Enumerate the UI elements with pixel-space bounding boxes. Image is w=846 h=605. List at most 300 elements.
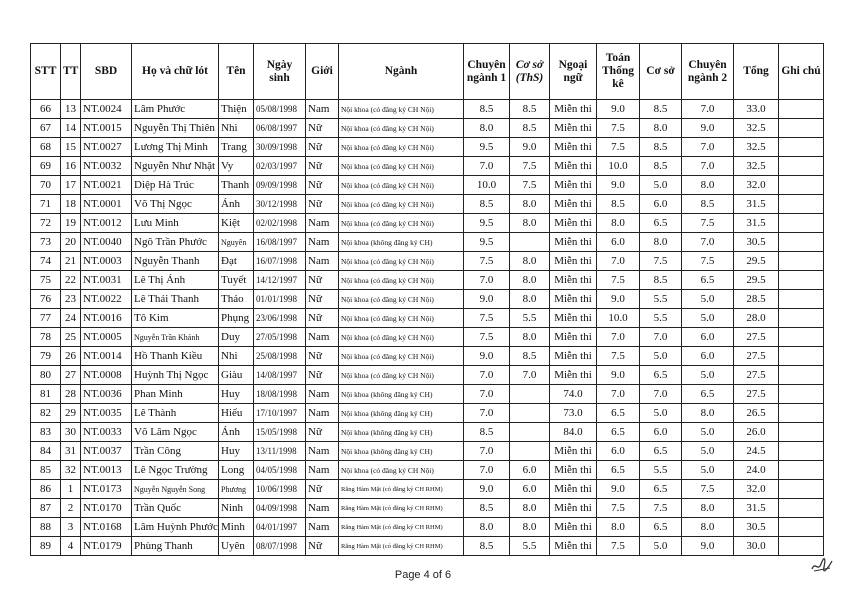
cell-tt: 30 — [61, 423, 81, 442]
cell-given-name: Tuyết — [219, 271, 254, 290]
cell-statistics: 7.5 — [597, 499, 640, 518]
cell-dob: 14/12/1997 — [254, 271, 306, 290]
cell-major: Nội khoa (có đăng ký CH Nội) — [339, 328, 464, 347]
table-row — [31, 347, 824, 366]
cell-base-ths: 8.5 — [510, 100, 550, 119]
cell-base: 6.5 — [640, 518, 682, 537]
cell-name: Trần Quốc — [132, 499, 219, 518]
cell-specialty-1: 7.0 — [464, 157, 510, 176]
cell-name: Nguyễn Trần Khánh — [132, 328, 219, 347]
cell-specialty-1: 9.5 — [464, 214, 510, 233]
cell-tt: 32 — [61, 461, 81, 480]
cell-name: Huỳnh Thị Ngọc — [132, 366, 219, 385]
cell-dob: 04/01/1997 — [254, 518, 306, 537]
table-row — [31, 233, 824, 252]
cell-sbd: NT.0014 — [81, 347, 132, 366]
cell-stt: 76 — [31, 290, 61, 309]
cell-major: Nội khoa (có đăng ký CH Nội) — [339, 100, 464, 119]
cell-gender: Nam — [306, 100, 339, 119]
cell-gender: Nữ — [306, 138, 339, 157]
cell-major: Nội khoa (có đăng ký CH Nội) — [339, 119, 464, 138]
cell-note — [779, 138, 824, 157]
cell-base: 5.0 — [640, 347, 682, 366]
cell-stt: 86 — [31, 480, 61, 499]
cell-base: 7.5 — [640, 499, 682, 518]
cell-total: 27.5 — [734, 385, 779, 404]
cell-total: 27.5 — [734, 366, 779, 385]
cell-sbd: NT.0170 — [81, 499, 132, 518]
cell-name: Lê Thành — [132, 404, 219, 423]
table-row — [31, 309, 824, 328]
cell-total: 28.5 — [734, 290, 779, 309]
cell-major: Nội khoa (không đăng ký CH) — [339, 233, 464, 252]
cell-specialty-2: 8.0 — [682, 499, 734, 518]
cell-foreign-language: 74.0 — [550, 385, 597, 404]
cell-statistics: 9.0 — [597, 100, 640, 119]
cell-stt: 88 — [31, 518, 61, 537]
cell-base-ths: 8.0 — [510, 271, 550, 290]
cell-foreign-language: Miễn thi — [550, 119, 597, 138]
cell-base: 5.0 — [640, 404, 682, 423]
cell-base: 5.5 — [640, 290, 682, 309]
cell-dob: 02/02/1998 — [254, 214, 306, 233]
cell-specialty-1: 9.0 — [464, 480, 510, 499]
cell-given-name: Kiệt — [219, 214, 254, 233]
cell-tt: 31 — [61, 442, 81, 461]
cell-foreign-language: 73.0 — [550, 404, 597, 423]
cell-dob: 27/05/1998 — [254, 328, 306, 347]
cell-gender: Nữ — [306, 347, 339, 366]
cell-note — [779, 385, 824, 404]
score-table-body — [31, 100, 824, 556]
cell-specialty-1: 7.0 — [464, 385, 510, 404]
cell-sbd: NT.0033 — [81, 423, 132, 442]
cell-major: Nội khoa (có đăng ký CH Nội) — [339, 290, 464, 309]
cell-foreign-language: Miễn thi — [550, 271, 597, 290]
cell-statistics: 7.0 — [597, 385, 640, 404]
cell-major: Răng Hàm Mặt (có đăng ký CH RHM) — [339, 499, 464, 518]
cell-base-ths — [510, 385, 550, 404]
cell-specialty-1: 7.0 — [464, 366, 510, 385]
cell-foreign-language: Miễn thi — [550, 442, 597, 461]
cell-foreign-language: Miễn thi — [550, 214, 597, 233]
cell-name: Diệp Hà Trúc — [132, 176, 219, 195]
cell-specialty-1: 8.5 — [464, 195, 510, 214]
cell-base-ths — [510, 233, 550, 252]
cell-specialty-2: 7.0 — [682, 138, 734, 157]
cell-statistics: 7.5 — [597, 347, 640, 366]
cell-base: 7.0 — [640, 385, 682, 404]
cell-specialty-1: 7.5 — [464, 252, 510, 271]
cell-sbd: NT.0040 — [81, 233, 132, 252]
cell-name: Trần Công — [132, 442, 219, 461]
cell-specialty-2: 5.0 — [682, 366, 734, 385]
table-row — [31, 461, 824, 480]
cell-total: 32.5 — [734, 138, 779, 157]
cell-gender: Nữ — [306, 176, 339, 195]
cell-major: Nội khoa (không đăng ký CH) — [339, 423, 464, 442]
cell-gender: Nữ — [306, 290, 339, 309]
cell-tt: 17 — [61, 176, 81, 195]
cell-major: Răng Hàm Mặt (có đăng ký CH RHM) — [339, 518, 464, 537]
cell-note — [779, 195, 824, 214]
cell-specialty-1: 8.5 — [464, 100, 510, 119]
cell-given-name: Ánh — [219, 195, 254, 214]
cell-statistics: 6.5 — [597, 404, 640, 423]
cell-specialty-2: 5.0 — [682, 309, 734, 328]
cell-base: 6.5 — [640, 480, 682, 499]
cell-note — [779, 366, 824, 385]
cell-sbd: NT.0037 — [81, 442, 132, 461]
cell-given-name: Ánh — [219, 423, 254, 442]
cell-tt: 29 — [61, 404, 81, 423]
cell-base: 6.5 — [640, 366, 682, 385]
cell-note — [779, 461, 824, 480]
cell-base: 5.5 — [640, 461, 682, 480]
cell-name: Võ Lâm Ngọc — [132, 423, 219, 442]
cell-major: Nội khoa (có đăng ký CH Nội) — [339, 461, 464, 480]
cell-foreign-language: Miễn thi — [550, 233, 597, 252]
cell-sbd: NT.0001 — [81, 195, 132, 214]
cell-sbd: NT.0035 — [81, 404, 132, 423]
cell-given-name: Trang — [219, 138, 254, 157]
cell-base: 6.0 — [640, 423, 682, 442]
cell-gender: Nữ — [306, 423, 339, 442]
cell-dob: 16/07/1998 — [254, 252, 306, 271]
cell-gender: Nam — [306, 214, 339, 233]
cell-given-name: Nhi — [219, 347, 254, 366]
cell-dob: 30/12/1998 — [254, 195, 306, 214]
cell-tt: 20 — [61, 233, 81, 252]
cell-statistics: 8.0 — [597, 214, 640, 233]
cell-stt: 70 — [31, 176, 61, 195]
cell-base-ths: 6.0 — [510, 461, 550, 480]
cell-base: 5.0 — [640, 537, 682, 556]
cell-dob: 23/06/1998 — [254, 309, 306, 328]
cell-foreign-language: Miễn thi — [550, 138, 597, 157]
cell-given-name: Nhi — [219, 119, 254, 138]
cell-specialty-1: 9.5 — [464, 138, 510, 157]
cell-sbd: NT.0173 — [81, 480, 132, 499]
cell-base-ths — [510, 442, 550, 461]
cell-major: Răng Hàm Mặt (có đăng ký CH RHM) — [339, 537, 464, 556]
cell-dob: 13/11/1998 — [254, 442, 306, 461]
cell-sbd: NT.0005 — [81, 328, 132, 347]
cell-dob: 25/08/1998 — [254, 347, 306, 366]
cell-dob: 18/08/1998 — [254, 385, 306, 404]
cell-given-name: Huy — [219, 385, 254, 404]
header-stt: STT — [31, 44, 61, 100]
cell-name: Hồ Thanh Kiều — [132, 347, 219, 366]
cell-specialty-2: 8.5 — [682, 195, 734, 214]
cell-total: 30.5 — [734, 518, 779, 537]
cell-sbd: NT.0024 — [81, 100, 132, 119]
cell-foreign-language: Miễn thi — [550, 480, 597, 499]
cell-sbd: NT.0013 — [81, 461, 132, 480]
cell-sbd: NT.0179 — [81, 537, 132, 556]
cell-stt: 80 — [31, 366, 61, 385]
cell-major: Răng Hàm Mặt (có đăng ký CH RHM) — [339, 480, 464, 499]
cell-specialty-1: 10.0 — [464, 176, 510, 195]
table-row — [31, 119, 824, 138]
signature-mark-icon — [810, 552, 834, 574]
cell-base-ths: 8.0 — [510, 195, 550, 214]
cell-name: Võ Thị Ngọc — [132, 195, 219, 214]
cell-specialty-2: 5.0 — [682, 461, 734, 480]
cell-sbd: NT.0036 — [81, 385, 132, 404]
cell-tt: 25 — [61, 328, 81, 347]
cell-major: Nội khoa (không đăng ký CH) — [339, 442, 464, 461]
cell-gender: Nữ — [306, 271, 339, 290]
cell-base-ths — [510, 423, 550, 442]
cell-note — [779, 252, 824, 271]
score-table — [30, 43, 824, 556]
cell-name: Lâm Huỳnh Phước — [132, 518, 219, 537]
cell-given-name: Long — [219, 461, 254, 480]
cell-stt: 78 — [31, 328, 61, 347]
cell-note — [779, 214, 824, 233]
cell-specialty-1: 7.0 — [464, 461, 510, 480]
cell-base-ths: 8.0 — [510, 290, 550, 309]
cell-tt: 2 — [61, 499, 81, 518]
cell-tt: 27 — [61, 366, 81, 385]
cell-given-name: Huy — [219, 442, 254, 461]
cell-stt: 73 — [31, 233, 61, 252]
cell-tt: 4 — [61, 537, 81, 556]
cell-base-ths: 5.5 — [510, 309, 550, 328]
cell-stt: 79 — [31, 347, 61, 366]
header-sbd: SBD — [81, 44, 132, 100]
cell-specialty-2: 6.0 — [682, 328, 734, 347]
cell-stt: 71 — [31, 195, 61, 214]
cell-major: Nội khoa (có đăng ký CH Nội) — [339, 195, 464, 214]
cell-major: Nội khoa (không đăng ký CH) — [339, 404, 464, 423]
header-specialty-2: Chuyên ngành 2 — [682, 44, 734, 100]
cell-specialty-1: 9.0 — [464, 347, 510, 366]
cell-sbd: NT.0015 — [81, 119, 132, 138]
header-specialty-1: Chuyên ngành 1 — [464, 44, 510, 100]
cell-base-ths: 7.5 — [510, 176, 550, 195]
cell-gender: Nam — [306, 233, 339, 252]
cell-note — [779, 423, 824, 442]
cell-specialty-1: 7.0 — [464, 404, 510, 423]
table-row — [31, 252, 824, 271]
cell-stt: 66 — [31, 100, 61, 119]
cell-total: 29.5 — [734, 252, 779, 271]
cell-note — [779, 442, 824, 461]
table-row — [31, 328, 824, 347]
cell-specialty-2: 9.0 — [682, 119, 734, 138]
cell-gender: Nam — [306, 518, 339, 537]
cell-total: 31.5 — [734, 214, 779, 233]
cell-statistics: 7.0 — [597, 252, 640, 271]
cell-stt: 72 — [31, 214, 61, 233]
cell-base: 5.5 — [640, 309, 682, 328]
header-statistics: Toán Thống kê — [597, 44, 640, 100]
table-row — [31, 442, 824, 461]
cell-base-ths: 5.5 — [510, 537, 550, 556]
cell-foreign-language: Miễn thi — [550, 518, 597, 537]
cell-dob: 15/05/1998 — [254, 423, 306, 442]
cell-tt: 21 — [61, 252, 81, 271]
cell-foreign-language: Miễn thi — [550, 347, 597, 366]
header-tt: TT — [61, 44, 81, 100]
cell-foreign-language: Miễn thi — [550, 100, 597, 119]
header-given-name: Tên — [219, 44, 254, 100]
cell-foreign-language: Miễn thi — [550, 157, 597, 176]
cell-foreign-language: Miễn thi — [550, 461, 597, 480]
cell-dob: 08/07/1998 — [254, 537, 306, 556]
cell-base-ths: 7.5 — [510, 157, 550, 176]
cell-dob: 17/10/1997 — [254, 404, 306, 423]
cell-dob: 04/05/1998 — [254, 461, 306, 480]
cell-base-ths — [510, 404, 550, 423]
cell-specialty-2: 7.5 — [682, 214, 734, 233]
cell-specialty-2: 6.0 — [682, 347, 734, 366]
cell-dob: 05/08/1998 — [254, 100, 306, 119]
cell-base-ths: 6.0 — [510, 480, 550, 499]
table-row — [31, 499, 824, 518]
cell-base: 8.5 — [640, 157, 682, 176]
cell-name: Phùng Thanh — [132, 537, 219, 556]
cell-given-name: Thảo — [219, 290, 254, 309]
cell-tt: 28 — [61, 385, 81, 404]
cell-specialty-2: 8.0 — [682, 176, 734, 195]
cell-specialty-2: 7.0 — [682, 157, 734, 176]
cell-foreign-language: Miễn thi — [550, 195, 597, 214]
cell-gender: Nam — [306, 252, 339, 271]
cell-total: 26.0 — [734, 423, 779, 442]
cell-total: 32.5 — [734, 119, 779, 138]
table-row — [31, 537, 824, 556]
cell-name: Nguyễn Thị Thiên — [132, 119, 219, 138]
cell-given-name: Uyên — [219, 537, 254, 556]
cell-total: 32.0 — [734, 480, 779, 499]
table-row — [31, 195, 824, 214]
cell-specialty-2: 7.5 — [682, 252, 734, 271]
cell-name: Lưu Minh — [132, 214, 219, 233]
cell-note — [779, 518, 824, 537]
cell-statistics: 7.5 — [597, 271, 640, 290]
cell-dob: 09/09/1998 — [254, 176, 306, 195]
cell-given-name: Ninh — [219, 499, 254, 518]
cell-gender: Nam — [306, 442, 339, 461]
cell-given-name: Giàu — [219, 366, 254, 385]
cell-specialty-2: 8.0 — [682, 518, 734, 537]
cell-foreign-language: Miễn thi — [550, 176, 597, 195]
cell-stt: 82 — [31, 404, 61, 423]
cell-gender: Nữ — [306, 366, 339, 385]
cell-tt: 24 — [61, 309, 81, 328]
cell-statistics: 9.0 — [597, 176, 640, 195]
cell-statistics: 10.0 — [597, 309, 640, 328]
cell-base: 8.5 — [640, 138, 682, 157]
cell-specialty-1: 7.5 — [464, 309, 510, 328]
header-major: Ngành — [339, 44, 464, 100]
cell-stt: 87 — [31, 499, 61, 518]
cell-major: Nội khoa (có đăng ký CH Nội) — [339, 138, 464, 157]
cell-statistics: 9.0 — [597, 366, 640, 385]
cell-given-name: Thanh — [219, 176, 254, 195]
table-row — [31, 480, 824, 499]
cell-specialty-1: 9.0 — [464, 290, 510, 309]
cell-specialty-2: 6.5 — [682, 385, 734, 404]
cell-dob: 10/06/1998 — [254, 480, 306, 499]
header-base-ths-text: Cơ sở (ThS) — [515, 58, 544, 84]
cell-specialty-2: 7.0 — [682, 100, 734, 119]
cell-foreign-language: Miễn thi — [550, 537, 597, 556]
cell-tt: 22 — [61, 271, 81, 290]
cell-gender: Nữ — [306, 537, 339, 556]
cell-gender: Nữ — [306, 157, 339, 176]
cell-foreign-language: Miễn thi — [550, 499, 597, 518]
cell-note — [779, 404, 824, 423]
cell-specialty-2: 7.5 — [682, 480, 734, 499]
cell-specialty-1: 8.5 — [464, 499, 510, 518]
cell-specialty-2: 5.0 — [682, 423, 734, 442]
cell-statistics: 6.5 — [597, 423, 640, 442]
cell-base: 8.0 — [640, 119, 682, 138]
cell-dob: 06/08/1997 — [254, 119, 306, 138]
cell-specialty-1: 8.5 — [464, 423, 510, 442]
cell-major: Nội khoa (có đăng ký CH Nội) — [339, 366, 464, 385]
cell-specialty-1: 7.0 — [464, 442, 510, 461]
cell-dob: 04/09/1998 — [254, 499, 306, 518]
cell-sbd: NT.0016 — [81, 309, 132, 328]
cell-base-ths: 8.0 — [510, 499, 550, 518]
cell-major: Nội khoa (có đăng ký CH Nội) — [339, 271, 464, 290]
table-row — [31, 157, 824, 176]
cell-dob: 02/03/1997 — [254, 157, 306, 176]
cell-note — [779, 100, 824, 119]
header-base-ths — [510, 44, 550, 100]
cell-stt: 77 — [31, 309, 61, 328]
cell-tt: 16 — [61, 157, 81, 176]
cell-foreign-language: Miễn thi — [550, 328, 597, 347]
cell-name: Lâm Phước — [132, 100, 219, 119]
cell-statistics: 6.5 — [597, 461, 640, 480]
cell-base: 7.5 — [640, 252, 682, 271]
cell-given-name: Hiếu — [219, 404, 254, 423]
cell-dob: 01/01/1998 — [254, 290, 306, 309]
cell-base: 8.5 — [640, 271, 682, 290]
cell-stt: 68 — [31, 138, 61, 157]
table-row — [31, 423, 824, 442]
cell-name: Nguyễn Thanh — [132, 252, 219, 271]
cell-name: Nguyễn Như Nhật — [132, 157, 219, 176]
cell-name: Nguyễn Nguyễn Song — [132, 480, 219, 499]
header-dob: Ngày sinh — [254, 44, 306, 100]
table-header-row — [31, 44, 824, 100]
table-row — [31, 290, 824, 309]
cell-given-name: Đạt — [219, 252, 254, 271]
cell-name: Ngô Trần Phước — [132, 233, 219, 252]
cell-given-name: Phụng — [219, 309, 254, 328]
cell-specialty-1: 8.5 — [464, 537, 510, 556]
table-row — [31, 385, 824, 404]
cell-stt: 81 — [31, 385, 61, 404]
cell-specialty-2: 5.0 — [682, 290, 734, 309]
cell-note — [779, 309, 824, 328]
cell-base-ths: 8.0 — [510, 328, 550, 347]
cell-statistics: 7.5 — [597, 537, 640, 556]
cell-total: 31.5 — [734, 195, 779, 214]
table-row — [31, 271, 824, 290]
cell-gender: Nam — [306, 461, 339, 480]
cell-stt: 85 — [31, 461, 61, 480]
page-number: Page 4 of 6 — [394, 569, 452, 581]
table-row — [31, 366, 824, 385]
